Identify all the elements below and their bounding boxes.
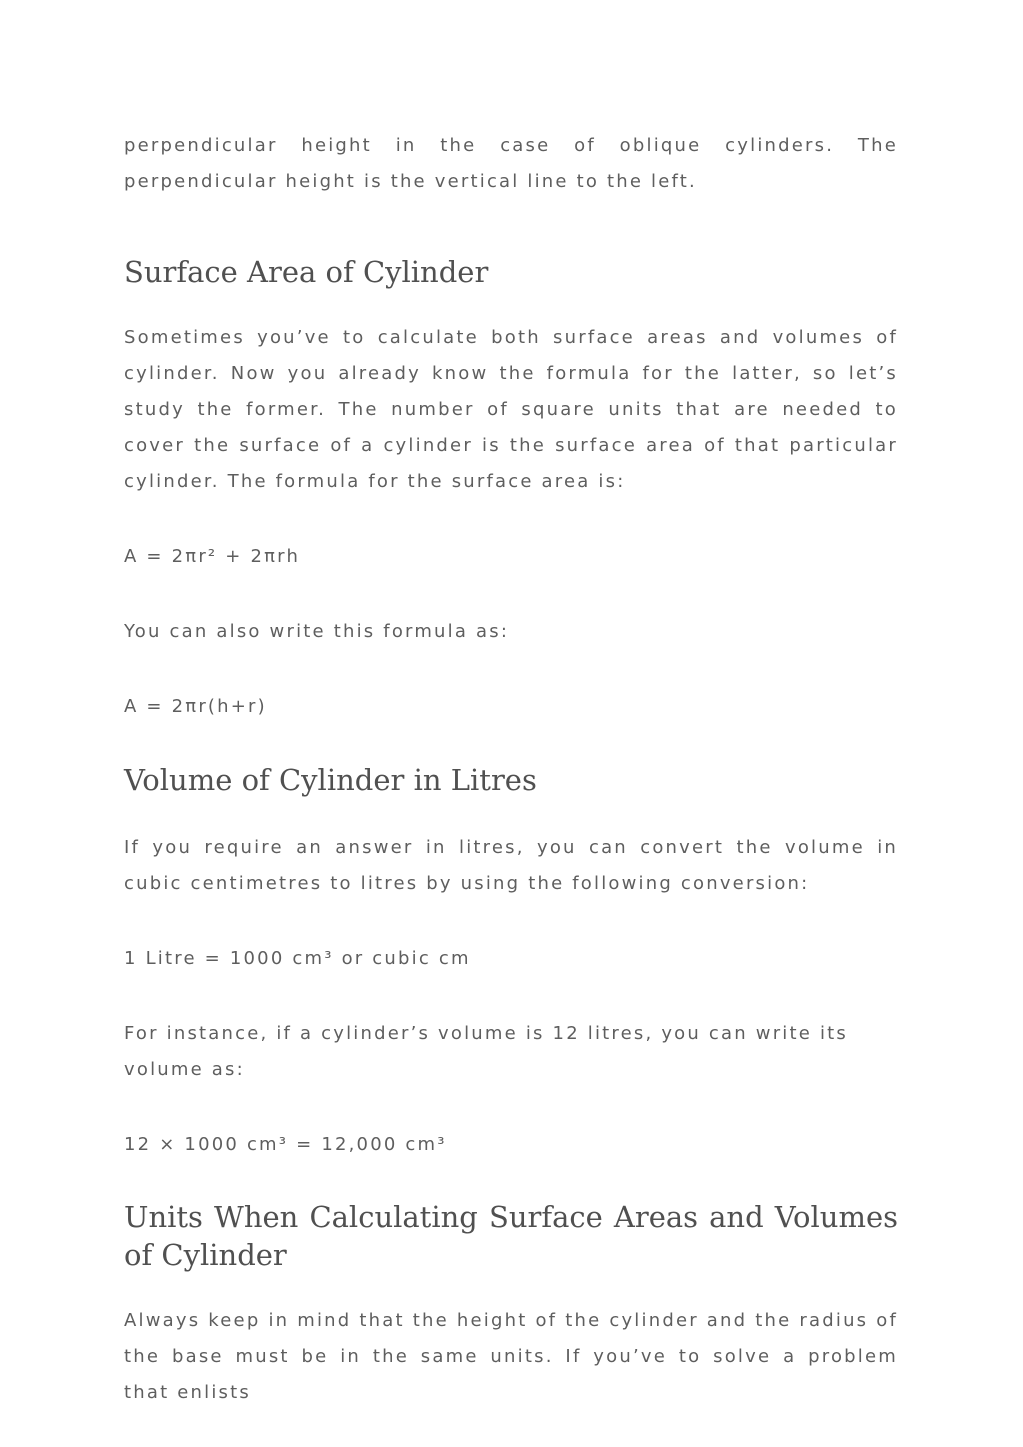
surface-area-formula-1: A = 2πr² + 2πrh: [124, 546, 301, 567]
instance-formula: 12 × 1000 cm³ = 12,000 cm³: [124, 1134, 447, 1155]
heading-volume-litres: Volume of Cylinder in Litres: [124, 763, 537, 797]
intro-continued-paragraph: perpendicular height in the case of oblique cylinders. The perpendicular height is the vertical line to the left.: [124, 135, 898, 192]
surface-area-paragraph: Sometimes you’ve to calculate both surface areas and volumes of cylinder. Now you already know the formula for the latter, so let’s study the former. The number of square units that are needed to cover the surface of a cylinder is the surface area of that particular cylinder. The formula for the surface area is:: [124, 327, 898, 492]
heading-surface-area: Surface Area of Cylinder: [124, 255, 489, 289]
document-page: [124, 128, 898, 1411]
instance-paragraph: For instance, if a cylinder’s volume is 12 litres, you can write its volume as:: [124, 1023, 848, 1080]
heading-units: Units When Calculating Surface Areas and Volumes of Cylinder: [124, 1200, 898, 1272]
alt-formula-intro: You can also write this formula as:: [124, 621, 510, 642]
litres-paragraph: If you require an answer in litres, you can convert the volume in cubic centimetres to litres by using the following conversion:: [124, 837, 898, 894]
litre-conversion: 1 Litre = 1000 cm³ or cubic cm: [124, 948, 471, 969]
units-paragraph: Always keep in mind that the height of the cylinder and the radius of the base must be in the same units. If you’ve to solve a problem that enlists: [124, 1310, 898, 1403]
surface-area-formula-2: A = 2πr(h+r): [124, 696, 267, 717]
